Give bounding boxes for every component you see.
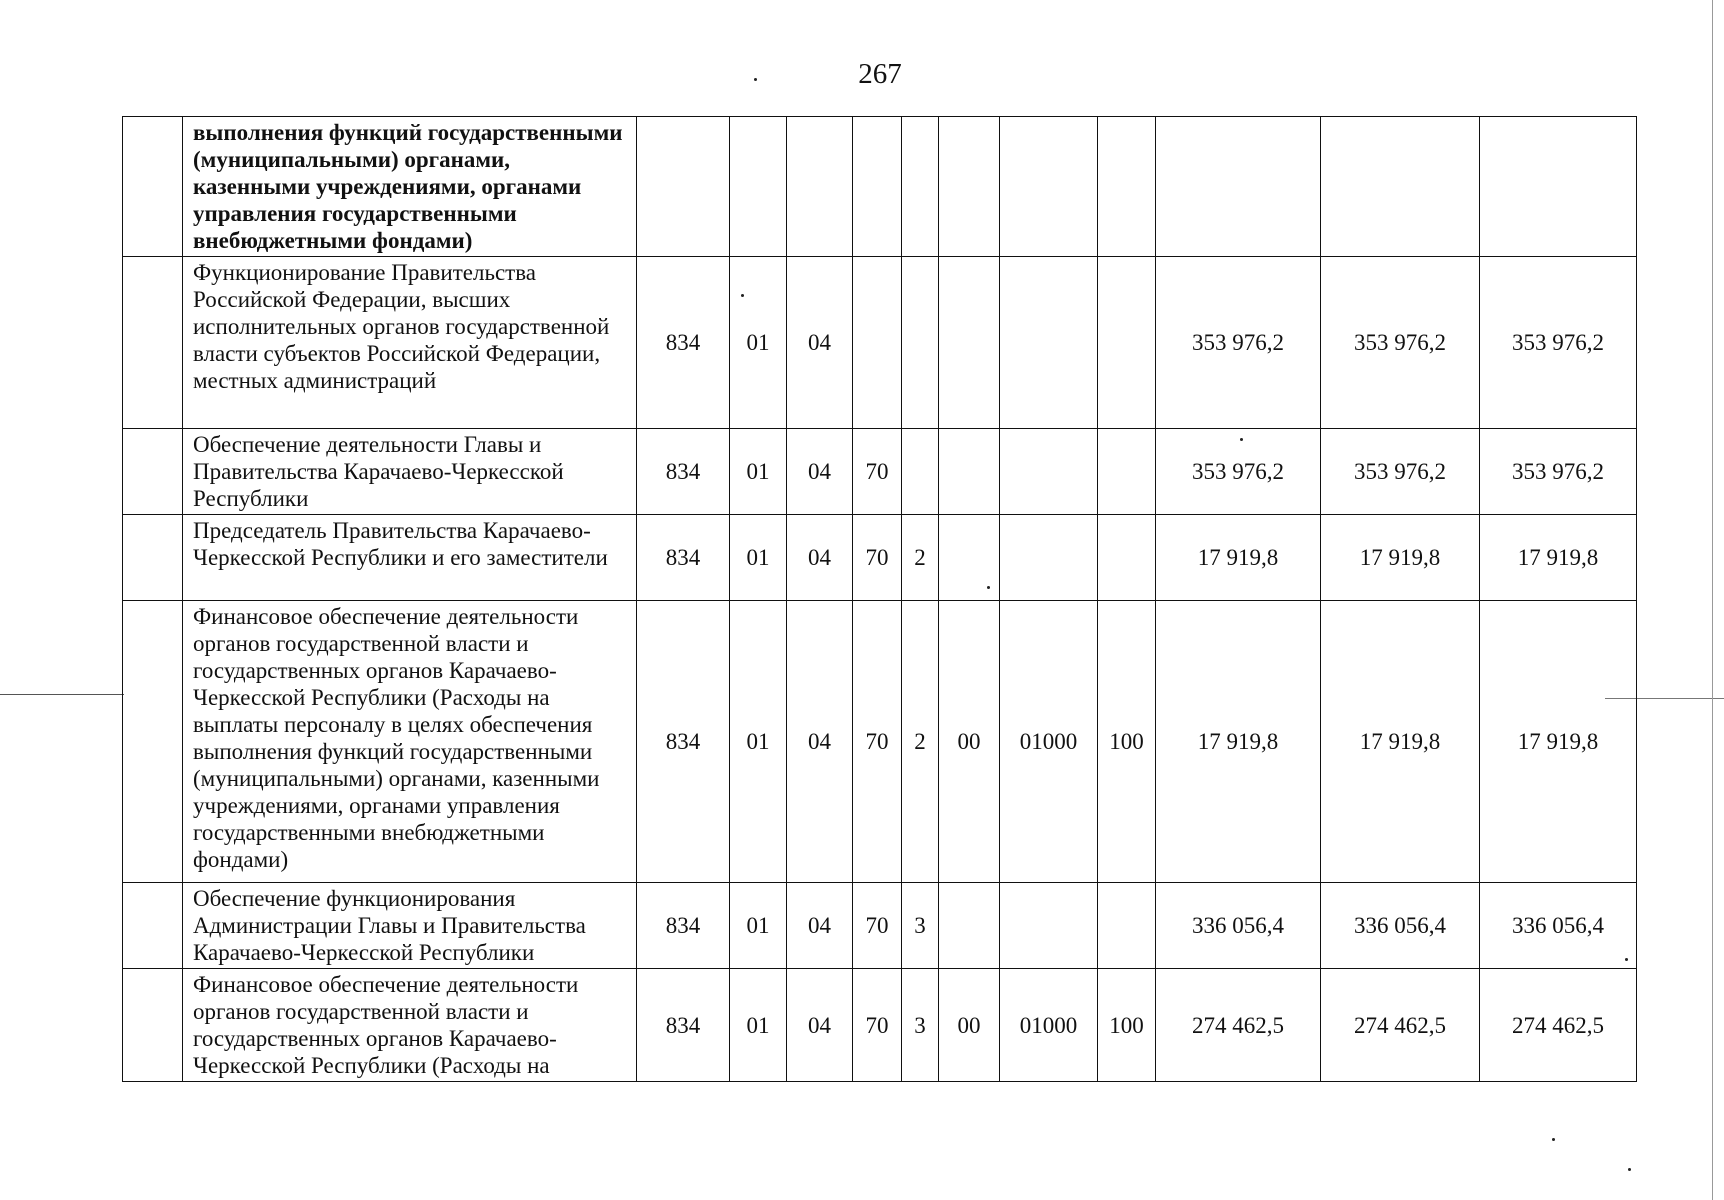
- csr-direction-cell: [1000, 883, 1098, 969]
- vr-cell: [1098, 257, 1156, 429]
- csr-program-cell: [853, 117, 902, 257]
- pr-cell: 04: [787, 601, 853, 883]
- csr-event-cell: [939, 429, 1000, 515]
- csr-event-cell: [939, 257, 1000, 429]
- sum-year1-cell: 336 056,4: [1156, 883, 1321, 969]
- table-row: [123, 429, 1637, 515]
- sum-year2-cell: 353 976,2: [1321, 429, 1480, 515]
- row-number-cell: [123, 883, 183, 969]
- ved-cell: 834: [637, 601, 730, 883]
- rz-cell: 01: [730, 969, 787, 1082]
- sum-year1-cell: 17 919,8: [1156, 515, 1321, 601]
- item-name-cell: Функционирование Правительства Российской Федерации, высших исполнительных органов государственной власти субъектов Российской Федерации, местных администраций: [183, 257, 637, 429]
- csr-direction-cell: 01000: [1000, 969, 1098, 1082]
- csr-subprogram-cell: [902, 117, 939, 257]
- csr-direction-cell: [1000, 117, 1098, 257]
- item-name-cell: Обеспечение деятельности Главы и Правительства Карачаево-Черкесской Республики: [183, 429, 637, 515]
- sum-year1-cell: 274 462,5: [1156, 969, 1321, 1082]
- item-name-cell: выполнения функций государственными (муниципальными) органами, казенными учреждениями, органами управления государственными внебюджетными фондами): [183, 117, 637, 257]
- scan-speck: [1628, 1168, 1631, 1171]
- sum-year2-cell: 336 056,4: [1321, 883, 1480, 969]
- vr-cell: [1098, 515, 1156, 601]
- pr-cell: [787, 117, 853, 257]
- row-number-cell: [123, 257, 183, 429]
- pr-cell: 04: [787, 969, 853, 1082]
- sum-year1-cell: 17 919,8: [1156, 601, 1321, 883]
- rz-cell: 01: [730, 515, 787, 601]
- sum-year2-cell: 17 919,8: [1321, 601, 1480, 883]
- sum-year2-cell: 353 976,2: [1321, 257, 1480, 429]
- csr-program-cell: [853, 257, 902, 429]
- vr-cell: [1098, 429, 1156, 515]
- pr-cell: 04: [787, 883, 853, 969]
- csr-event-cell: 00: [939, 969, 1000, 1082]
- rz-cell: 01: [730, 257, 787, 429]
- csr-program-cell: 70: [853, 969, 902, 1082]
- sum-year3-cell: 17 919,8: [1480, 601, 1637, 883]
- csr-subprogram-cell: 2: [902, 601, 939, 883]
- scan-speck: [754, 78, 757, 81]
- vr-cell: [1098, 117, 1156, 257]
- sum-year3-cell: 17 919,8: [1480, 515, 1637, 601]
- scan-artifact-edge: [1712, 0, 1713, 1200]
- csr-event-cell: [939, 515, 1000, 601]
- rz-cell: 01: [730, 883, 787, 969]
- csr-program-cell: 70: [853, 601, 902, 883]
- ved-cell: [637, 117, 730, 257]
- csr-program-cell: 70: [853, 883, 902, 969]
- ved-cell: 834: [637, 515, 730, 601]
- sum-year3-cell: 336 056,4: [1480, 883, 1637, 969]
- budget-table: [122, 116, 1637, 1082]
- sum-year2-cell: 274 462,5: [1321, 969, 1480, 1082]
- item-name-cell: Финансовое обеспечение деятельности органов государственной власти и государственных органов Карачаево-Черкесской Республики (Расходы на: [183, 969, 637, 1082]
- csr-subprogram-cell: 3: [902, 969, 939, 1082]
- vr-cell: [1098, 883, 1156, 969]
- ved-cell: 834: [637, 257, 730, 429]
- table-row: [123, 969, 1637, 1082]
- csr-program-cell: 70: [853, 429, 902, 515]
- csr-subprogram-cell: [902, 429, 939, 515]
- item-name-cell: Финансовое обеспечение деятельности органов государственной власти и государственных органов Карачаево-Черкесской Республики (Расходы на выплаты персоналу в целях обеспечения выполнения функций государственными (муниципальными) органами, казенными учреждениями, органами управления государственными внебюджетными фондами): [183, 601, 637, 883]
- rz-cell: [730, 117, 787, 257]
- page-number: 267: [858, 58, 902, 90]
- ved-cell: 834: [637, 429, 730, 515]
- pr-cell: 04: [787, 429, 853, 515]
- sum-year2-cell: 17 919,8: [1321, 515, 1480, 601]
- table-row: [123, 515, 1637, 601]
- row-number-cell: [123, 969, 183, 1082]
- csr-event-cell: [939, 117, 1000, 257]
- item-name-cell: Председатель Правительства Карачаево-Черкесской Республики и его заместители: [183, 515, 637, 601]
- csr-direction-cell: [1000, 515, 1098, 601]
- csr-direction-cell: [1000, 257, 1098, 429]
- item-name-cell: Обеспечение функционирования Администрации Главы и Правительства Карачаево-Черкесской Республики: [183, 883, 637, 969]
- table-row: [123, 883, 1637, 969]
- row-number-cell: [123, 429, 183, 515]
- sum-year2-cell: [1321, 117, 1480, 257]
- table-row: [123, 257, 1637, 429]
- csr-subprogram-cell: 3: [902, 883, 939, 969]
- sum-year3-cell: 274 462,5: [1480, 969, 1637, 1082]
- sum-year3-cell: 353 976,2: [1480, 429, 1637, 515]
- csr-direction-cell: 01000: [1000, 601, 1098, 883]
- csr-program-cell: 70: [853, 515, 902, 601]
- sum-year1-cell: [1156, 117, 1321, 257]
- csr-event-cell: [939, 883, 1000, 969]
- row-number-cell: [123, 515, 183, 601]
- rz-cell: 01: [730, 429, 787, 515]
- row-number-cell: [123, 601, 183, 883]
- table-row: [123, 117, 1637, 257]
- scan-artifact-line: [0, 694, 124, 695]
- table-row: [123, 601, 1637, 883]
- sum-year1-cell: 353 976,2: [1156, 257, 1321, 429]
- csr-direction-cell: [1000, 429, 1098, 515]
- sum-year3-cell: [1480, 117, 1637, 257]
- csr-subprogram-cell: 2: [902, 515, 939, 601]
- scan-speck: [1552, 1138, 1555, 1141]
- pr-cell: 04: [787, 257, 853, 429]
- csr-event-cell: 00: [939, 601, 1000, 883]
- vr-cell: 100: [1098, 969, 1156, 1082]
- ved-cell: 834: [637, 969, 730, 1082]
- rz-cell: 01: [730, 601, 787, 883]
- row-number-cell: [123, 117, 183, 257]
- ved-cell: 834: [637, 883, 730, 969]
- sum-year1-cell: 353 976,2: [1156, 429, 1321, 515]
- pr-cell: 04: [787, 515, 853, 601]
- sum-year3-cell: 353 976,2: [1480, 257, 1637, 429]
- csr-subprogram-cell: [902, 257, 939, 429]
- vr-cell: 100: [1098, 601, 1156, 883]
